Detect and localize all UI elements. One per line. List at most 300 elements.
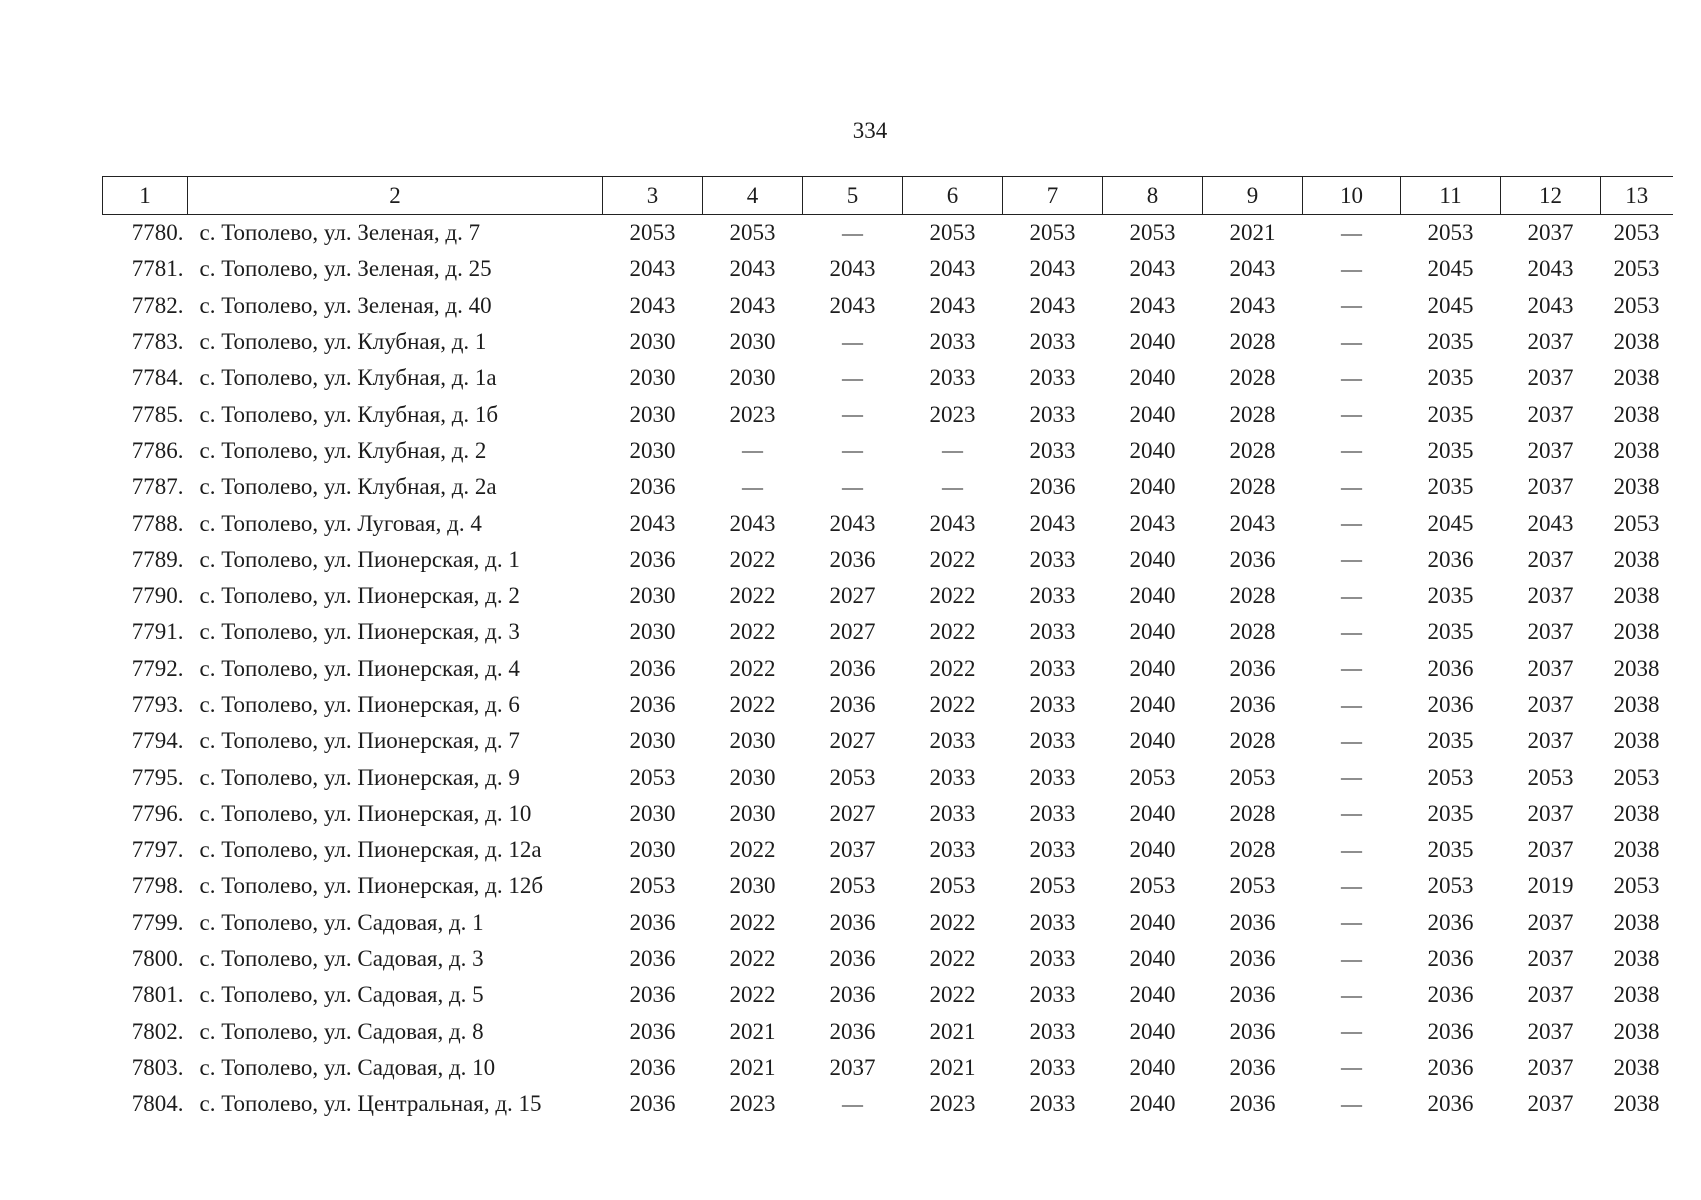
year-cell-col-4: 2022	[729, 546, 776, 572]
row-number: 7784.	[131, 365, 184, 391]
year-cell-col-13: 2038	[1613, 946, 1660, 972]
year-cell-col-5: 2036	[829, 692, 876, 717]
year-cell-col-7: 2036	[1029, 474, 1076, 500]
year-cell-col-10: —	[1341, 293, 1362, 318]
year-cell-col-8: 2040	[1129, 800, 1176, 826]
year-cell-col-3: 2036	[629, 1018, 676, 1044]
year-cell-col-5: 2053	[829, 873, 876, 899]
year-cell-col-7: 2043	[1029, 256, 1076, 282]
year-cell-col-4: 2030	[729, 329, 776, 355]
year-cell-col-9: 2028	[1229, 401, 1276, 427]
year-cell-col-9: 2036	[1229, 909, 1276, 935]
year-cell-col-6: —	[942, 474, 963, 499]
year-cell-col-3: 2036	[629, 946, 676, 972]
year-cell-col-9: 2028	[1229, 800, 1276, 826]
year-cell-col-7: 2033	[1029, 764, 1076, 790]
year-cell-col-10: —	[1341, 511, 1362, 536]
column-header-5: 5	[803, 177, 903, 215]
year-cell-col-7: 2033	[1029, 546, 1076, 572]
year-cell-col-3: 2043	[629, 256, 676, 282]
year-cell-col-13: 2038	[1613, 982, 1660, 1008]
year-cell-col-13: 2038	[1613, 474, 1660, 500]
year-cell-col-6: 2021	[929, 1018, 976, 1044]
year-cell-col-4: 2030	[729, 365, 776, 391]
table-body	[103, 215, 1673, 1123]
year-cell-col-6: 2021	[929, 1054, 976, 1080]
year-cell-col-4: —	[742, 474, 763, 499]
table-row	[103, 796, 1673, 832]
year-cell-col-5: —	[842, 402, 863, 427]
year-cell-col-8: 2040	[1129, 437, 1176, 463]
year-cell-col-5: 2036	[829, 909, 876, 935]
row-number: 7801.	[131, 982, 184, 1008]
year-cell-col-13: 2038	[1613, 329, 1660, 355]
year-cell-col-5: 2036	[829, 982, 876, 1008]
row-number: 7787.	[131, 474, 184, 500]
year-cell-col-3: 2030	[629, 583, 676, 609]
year-cell-col-13: 2053	[1613, 873, 1660, 899]
year-cell-col-10: —	[1341, 1019, 1362, 1044]
year-cell-col-9: 2053	[1229, 873, 1276, 899]
year-cell-col-11: 2035	[1427, 837, 1474, 863]
address-cell: с. Тополево, ул. Клубная, д. 1	[199, 329, 487, 355]
year-cell-col-6: 2043	[929, 292, 976, 318]
address-cell: с. Тополево, ул. Садовая, д. 10	[199, 1054, 496, 1080]
year-cell-col-11: 2036	[1427, 1054, 1474, 1080]
year-cell-col-5: 2036	[829, 655, 876, 681]
year-cell-col-3: 2053	[629, 220, 676, 246]
year-cell-col-12: 2043	[1527, 292, 1574, 318]
year-cell-col-8: 2043	[1129, 256, 1176, 282]
year-cell-col-6: 2022	[929, 655, 976, 681]
year-cell-col-13: 2053	[1613, 510, 1660, 536]
year-cell-col-10: —	[1341, 583, 1362, 608]
year-cell-col-7: 2033	[1029, 1091, 1076, 1117]
year-cell-col-11: 2035	[1427, 401, 1474, 427]
year-cell-col-5: —	[842, 474, 863, 499]
year-cell-col-12: 2037	[1527, 837, 1574, 863]
year-cell-col-6: 2033	[929, 728, 976, 754]
year-cell-col-6: 2022	[929, 692, 976, 717]
table-row	[103, 868, 1673, 904]
address-cell: с. Тополево, ул. Клубная, д. 2	[199, 437, 487, 463]
year-cell-col-8: 2040	[1129, 982, 1176, 1008]
year-cell-col-3: 2036	[629, 909, 676, 935]
year-cell-col-7: 2033	[1029, 837, 1076, 863]
year-cell-col-7: 2033	[1029, 329, 1076, 355]
row-number: 7792.	[131, 655, 184, 681]
year-cell-col-6: 2022	[929, 619, 976, 645]
year-cell-col-5: 2036	[829, 1018, 876, 1044]
year-cell-col-3: 2036	[629, 474, 676, 500]
table-row	[103, 905, 1673, 941]
year-cell-col-13: 2038	[1613, 655, 1660, 681]
address-cell: с. Тополево, ул. Зеленая, д. 25	[199, 256, 492, 282]
year-cell-col-10: —	[1341, 656, 1362, 681]
year-cell-col-5: 2043	[829, 510, 876, 536]
year-cell-col-11: 2053	[1427, 873, 1474, 899]
row-number: 7790.	[131, 583, 184, 609]
table-row	[103, 251, 1673, 287]
year-cell-col-12: 2037	[1527, 365, 1574, 391]
year-cell-col-10: —	[1341, 547, 1362, 572]
year-cell-col-8: 2040	[1129, 1091, 1176, 1117]
year-cell-col-7: 2033	[1029, 909, 1076, 935]
year-cell-col-12: 2037	[1527, 728, 1574, 754]
year-cell-col-9: 2043	[1229, 510, 1276, 536]
year-cell-col-9: 2036	[1229, 982, 1276, 1008]
year-cell-col-8: 2040	[1129, 1054, 1176, 1080]
year-cell-col-5: —	[842, 1091, 863, 1116]
year-cell-col-12: 2037	[1527, 437, 1574, 463]
year-cell-col-4: 2043	[729, 292, 776, 318]
table-row	[103, 288, 1673, 324]
year-cell-col-9: 2028	[1229, 728, 1276, 754]
address-cell: с. Тополево, ул. Пионерская, д. 12б	[199, 873, 544, 899]
year-cell-col-13: 2038	[1613, 401, 1660, 427]
year-cell-col-8: 2043	[1129, 292, 1176, 318]
year-cell-col-9: 2043	[1229, 292, 1276, 318]
year-cell-col-11: 2035	[1427, 800, 1474, 826]
year-cell-col-4: 2043	[729, 256, 776, 282]
year-cell-col-9: 2021	[1229, 220, 1276, 246]
year-cell-col-11: 2036	[1427, 1091, 1474, 1117]
table-row	[103, 542, 1673, 578]
year-cell-col-9: 2043	[1229, 256, 1276, 282]
row-number: 7803.	[131, 1054, 184, 1080]
year-cell-col-7: 2043	[1029, 292, 1076, 318]
year-cell-col-10: —	[1341, 474, 1362, 499]
year-cell-col-8: 2040	[1129, 909, 1176, 935]
table-row	[103, 687, 1673, 723]
year-cell-col-4: 2030	[729, 800, 776, 826]
table-row	[103, 941, 1673, 977]
year-cell-col-9: 2036	[1229, 655, 1276, 681]
year-cell-col-7: 2033	[1029, 655, 1076, 681]
year-cell-col-4: 2022	[729, 837, 776, 863]
year-cell-col-7: 2033	[1029, 583, 1076, 609]
year-cell-col-6: 2033	[929, 329, 976, 355]
year-cell-col-12: 2037	[1527, 546, 1574, 572]
year-cell-col-11: 2036	[1427, 546, 1474, 572]
address-cell: с. Тополево, ул. Пионерская, д. 6	[199, 692, 520, 717]
year-cell-col-12: 2037	[1527, 401, 1574, 427]
table-row	[103, 396, 1673, 432]
year-cell-col-4: 2021	[729, 1054, 776, 1080]
year-cell-col-12: 2037	[1527, 800, 1574, 826]
year-cell-col-5: 2053	[829, 764, 876, 790]
year-cell-col-5: —	[842, 438, 863, 463]
year-cell-col-12: 2037	[1527, 583, 1574, 609]
year-cell-col-7: 2033	[1029, 437, 1076, 463]
row-number: 7795.	[131, 764, 184, 790]
year-cell-col-10: —	[1341, 910, 1362, 935]
table-row	[103, 832, 1673, 868]
column-header-12: 12	[1501, 177, 1601, 215]
year-cell-col-5: 2027	[829, 728, 876, 754]
year-cell-col-3: 2030	[629, 837, 676, 863]
header-row	[103, 177, 1673, 215]
year-cell-col-3: 2036	[629, 982, 676, 1008]
year-cell-col-4: 2023	[729, 1091, 776, 1117]
year-cell-col-11: 2035	[1427, 365, 1474, 391]
year-cell-col-13: 2038	[1613, 909, 1660, 935]
row-number: 7793.	[131, 692, 184, 717]
year-cell-col-6: 2022	[929, 909, 976, 935]
year-cell-col-13: 2038	[1613, 583, 1660, 609]
row-number: 7780.	[131, 220, 184, 246]
year-cell-col-8: 2040	[1129, 728, 1176, 754]
year-cell-col-8: 2040	[1129, 546, 1176, 572]
address-cell: с. Тополево, ул. Пионерская, д. 9	[199, 764, 520, 790]
address-cell: с. Тополево, ул. Луговая, д. 4	[199, 510, 482, 536]
year-cell-col-11: 2036	[1427, 946, 1474, 972]
year-cell-col-12: 2037	[1527, 1091, 1574, 1117]
year-cell-col-10: —	[1341, 329, 1362, 354]
year-cell-col-5: —	[842, 329, 863, 354]
year-cell-col-12: 2019	[1527, 873, 1574, 899]
year-cell-col-9: 2028	[1229, 619, 1276, 645]
year-cell-col-13: 2038	[1613, 1018, 1660, 1044]
table-row	[103, 723, 1673, 759]
column-header-11: 11	[1401, 177, 1501, 215]
column-header-1: 1	[103, 177, 188, 215]
year-cell-col-6: 2043	[929, 510, 976, 536]
address-cell: с. Тополево, ул. Клубная, д. 1а	[199, 365, 497, 391]
year-cell-col-11: 2036	[1427, 1018, 1474, 1044]
year-cell-col-4: 2030	[729, 764, 776, 790]
year-cell-col-6: 2043	[929, 256, 976, 282]
year-cell-col-3: 2036	[629, 1054, 676, 1080]
address-cell: с. Тополево, ул. Центральная, д. 15	[199, 1091, 542, 1117]
table-row	[103, 1014, 1673, 1050]
year-cell-col-4: 2023	[729, 401, 776, 427]
year-cell-col-3: 2030	[629, 365, 676, 391]
row-number: 7804.	[131, 1091, 184, 1117]
year-cell-col-3: 2030	[629, 800, 676, 826]
year-cell-col-13: 2038	[1613, 728, 1660, 754]
table-row	[103, 1086, 1673, 1122]
year-cell-col-8: 2043	[1129, 510, 1176, 536]
row-number: 7785.	[131, 401, 184, 427]
page-number: 334	[852, 118, 888, 143]
address-cell: с. Тополево, ул. Садовая, д. 8	[199, 1018, 484, 1044]
year-cell-col-12: 2037	[1527, 946, 1574, 972]
year-cell-col-3: 2036	[629, 692, 676, 717]
year-cell-col-3: 2030	[629, 728, 676, 754]
address-cell: с. Тополево, ул. Клубная, д. 2а	[199, 474, 497, 500]
year-cell-col-12: 2043	[1527, 256, 1574, 282]
table-row	[103, 651, 1673, 687]
year-cell-col-12: 2037	[1527, 1054, 1574, 1080]
year-cell-col-8: 2040	[1129, 365, 1176, 391]
column-header-4: 4	[703, 177, 803, 215]
row-number: 7788.	[131, 510, 184, 536]
year-cell-col-6: 2033	[929, 800, 976, 826]
year-cell-col-9: 2036	[1229, 546, 1276, 572]
year-cell-col-13: 2053	[1613, 220, 1660, 246]
year-cell-col-5: 2043	[829, 256, 876, 282]
table-row	[103, 759, 1673, 795]
year-cell-col-4: 2030	[729, 728, 776, 754]
year-cell-col-8: 2053	[1129, 873, 1176, 899]
year-cell-col-10: —	[1341, 765, 1362, 790]
year-cell-col-5: 2037	[829, 837, 876, 863]
year-cell-col-5: 2027	[829, 583, 876, 609]
year-cell-col-7: 2033	[1029, 982, 1076, 1008]
year-cell-col-8: 2040	[1129, 1018, 1176, 1044]
year-cell-col-4: 2030	[729, 873, 776, 899]
year-cell-col-12: 2037	[1527, 982, 1574, 1008]
column-header-6: 6	[903, 177, 1003, 215]
year-cell-col-10: —	[1341, 692, 1362, 717]
address-cell: с. Тополево, ул. Пионерская, д. 4	[199, 655, 520, 681]
year-cell-col-12: 2037	[1527, 220, 1574, 246]
year-cell-col-12: 2037	[1527, 1018, 1574, 1044]
year-cell-col-11: 2036	[1427, 655, 1474, 681]
year-cell-col-3: 2030	[629, 401, 676, 427]
year-cell-col-3: 2043	[629, 510, 676, 536]
year-cell-col-11: 2035	[1427, 437, 1474, 463]
year-cell-col-6: 2033	[929, 365, 976, 391]
year-cell-col-12: 2043	[1527, 510, 1574, 536]
row-number: 7796.	[131, 800, 184, 826]
year-cell-col-6: 2022	[929, 546, 976, 572]
year-cell-col-13: 2038	[1613, 619, 1660, 645]
table-row	[103, 324, 1673, 360]
table-row	[103, 469, 1673, 505]
year-cell-col-9: 2028	[1229, 474, 1276, 500]
year-cell-col-4: 2022	[729, 583, 776, 609]
year-cell-col-9: 2036	[1229, 692, 1276, 717]
year-cell-col-8: 2040	[1129, 655, 1176, 681]
year-cell-col-13: 2038	[1613, 437, 1660, 463]
year-cell-col-4: 2043	[729, 510, 776, 536]
year-cell-col-6: 2033	[929, 764, 976, 790]
column-header-7: 7	[1003, 177, 1103, 215]
year-cell-col-3: 2030	[629, 619, 676, 645]
year-cell-col-13: 2038	[1613, 1054, 1660, 1080]
year-cell-col-8: 2053	[1129, 764, 1176, 790]
year-cell-col-9: 2036	[1229, 1018, 1276, 1044]
year-cell-col-10: —	[1341, 1091, 1362, 1116]
table-row	[103, 215, 1673, 252]
year-cell-col-11: 2045	[1427, 256, 1474, 282]
row-number: 7799.	[131, 909, 184, 935]
year-cell-col-9: 2028	[1229, 837, 1276, 863]
year-cell-col-7: 2033	[1029, 365, 1076, 391]
year-cell-col-5: 2036	[829, 546, 876, 572]
year-cell-col-8: 2040	[1129, 619, 1176, 645]
year-cell-col-3: 2053	[629, 873, 676, 899]
year-cell-col-4: 2022	[729, 619, 776, 645]
column-header-8: 8	[1103, 177, 1203, 215]
year-cell-col-12: 2037	[1527, 692, 1574, 717]
year-cell-col-11: 2045	[1427, 510, 1474, 536]
address-cell: с. Тополево, ул. Пионерская, д. 10	[199, 800, 532, 826]
year-cell-col-4: —	[742, 438, 763, 463]
address-cell: с. Тополево, ул. Садовая, д. 1	[199, 909, 484, 935]
year-cell-col-12: 2037	[1527, 329, 1574, 355]
address-cell: с. Тополево, ул. Пионерская, д. 2	[199, 583, 520, 609]
year-cell-col-6: —	[942, 438, 963, 463]
address-cell: с. Тополево, ул. Клубная, д. 1б	[199, 401, 499, 427]
year-cell-col-6: 2022	[929, 583, 976, 609]
year-cell-col-8: 2040	[1129, 474, 1176, 500]
year-cell-col-7: 2033	[1029, 619, 1076, 645]
table-row	[103, 505, 1673, 541]
year-cell-col-11: 2053	[1427, 764, 1474, 790]
year-cell-col-13: 2053	[1613, 256, 1660, 282]
year-cell-col-7: 2033	[1029, 692, 1076, 717]
address-cell: с. Тополево, ул. Пионерская, д. 3	[199, 619, 520, 645]
year-cell-col-5: 2037	[829, 1054, 876, 1080]
year-cell-col-11: 2036	[1427, 909, 1474, 935]
year-cell-col-9: 2028	[1229, 583, 1276, 609]
year-cell-col-13: 2053	[1613, 764, 1660, 790]
year-cell-col-8: 2040	[1129, 946, 1176, 972]
year-cell-col-13: 2038	[1613, 800, 1660, 826]
year-cell-col-8: 2040	[1129, 583, 1176, 609]
column-header-10: 10	[1303, 177, 1401, 215]
year-cell-col-3: 2030	[629, 437, 676, 463]
year-cell-col-9: 2036	[1229, 1054, 1276, 1080]
year-cell-col-9: 2053	[1229, 764, 1276, 790]
address-cell: с. Тополево, ул. Пионерская, д. 1	[199, 546, 520, 572]
year-cell-col-10: —	[1341, 946, 1362, 971]
year-cell-col-5: —	[842, 220, 863, 245]
year-cell-col-11: 2035	[1427, 728, 1474, 754]
year-cell-col-13: 2038	[1613, 365, 1660, 391]
year-cell-col-6: 2053	[929, 873, 976, 899]
year-cell-col-10: —	[1341, 1055, 1362, 1080]
year-cell-col-6: 2022	[929, 946, 976, 972]
year-cell-col-10: —	[1341, 619, 1362, 644]
year-cell-col-5: 2027	[829, 619, 876, 645]
table-row	[103, 1050, 1673, 1086]
year-cell-col-11: 2053	[1427, 220, 1474, 246]
year-cell-col-7: 2033	[1029, 401, 1076, 427]
year-cell-col-7: 2033	[1029, 728, 1076, 754]
year-cell-col-12: 2037	[1527, 909, 1574, 935]
year-cell-col-12: 2053	[1527, 764, 1574, 790]
year-cell-col-4: 2022	[729, 909, 776, 935]
year-cell-col-13: 2038	[1613, 837, 1660, 863]
year-cell-col-10: —	[1341, 256, 1362, 281]
row-number: 7783.	[131, 329, 184, 355]
year-cell-col-13: 2038	[1613, 546, 1660, 572]
year-cell-col-11: 2035	[1427, 583, 1474, 609]
table-row	[103, 360, 1673, 396]
year-cell-col-5: —	[842, 365, 863, 390]
year-cell-col-10: —	[1341, 365, 1362, 390]
year-cell-col-9: 2028	[1229, 365, 1276, 391]
address-cell: с. Тополево, ул. Пионерская, д. 7	[199, 728, 520, 754]
year-cell-col-3: 2036	[629, 546, 676, 572]
year-cell-col-7: 2053	[1029, 220, 1076, 246]
row-number: 7781.	[131, 256, 184, 282]
column-header-2: 2	[188, 177, 603, 215]
row-number: 7789.	[131, 546, 184, 572]
year-cell-col-3: 2036	[629, 1091, 676, 1117]
table-header	[103, 177, 1673, 215]
year-cell-col-12: 2037	[1527, 655, 1574, 681]
year-cell-col-7: 2053	[1029, 873, 1076, 899]
year-cell-col-10: —	[1341, 982, 1362, 1007]
year-cell-col-7: 2043	[1029, 510, 1076, 536]
year-cell-col-11: 2035	[1427, 474, 1474, 500]
year-cell-col-11: 2035	[1427, 619, 1474, 645]
